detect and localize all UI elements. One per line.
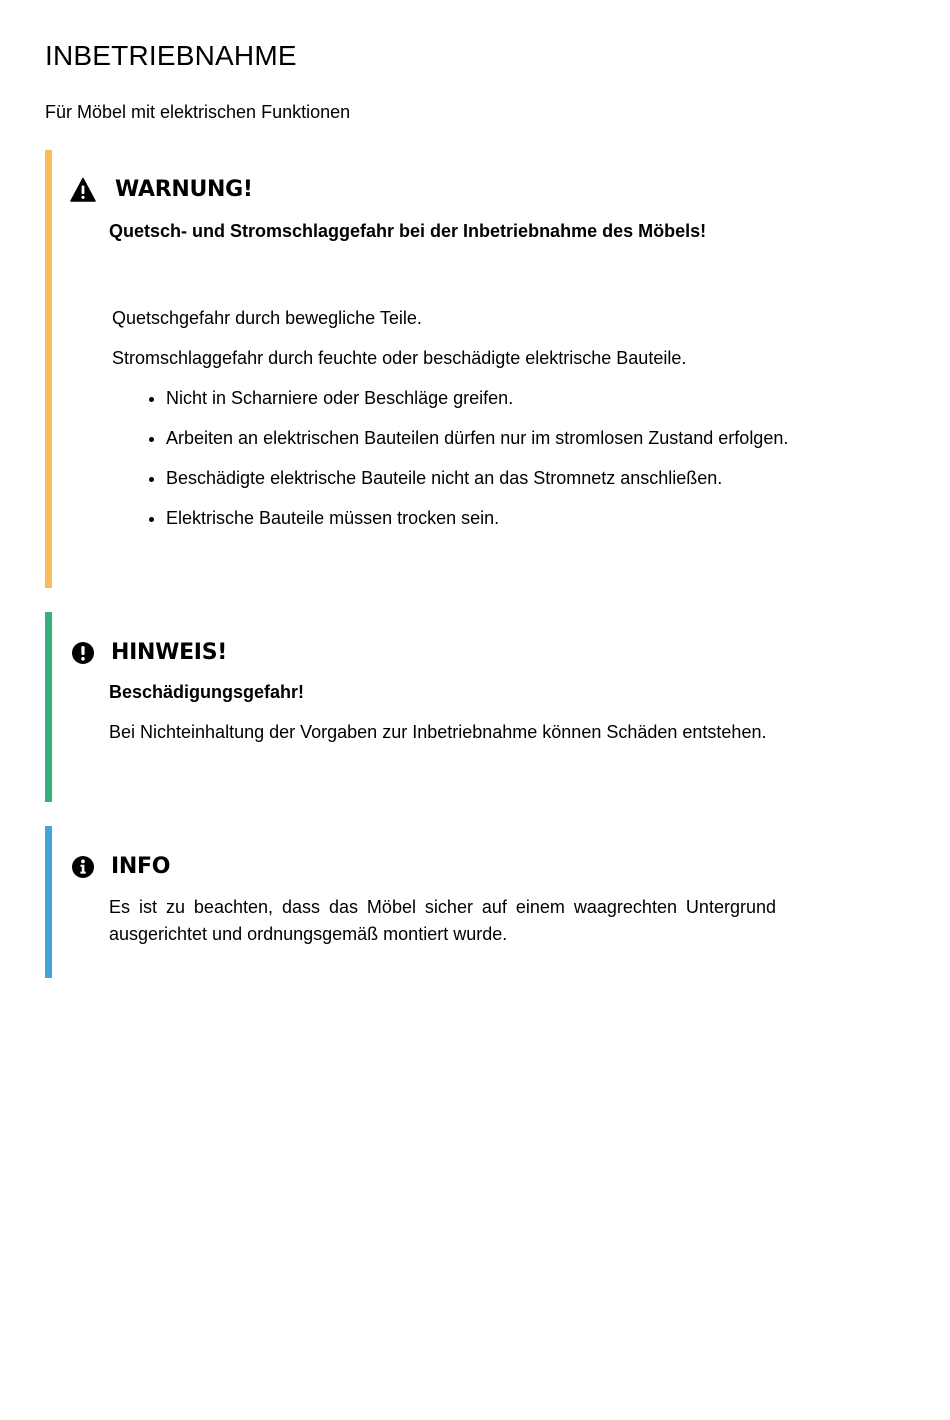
warning-callout bbox=[45, 150, 805, 588]
warning-title: WARNUNG! bbox=[115, 177, 253, 202]
info-header bbox=[70, 853, 170, 881]
info-circle-icon bbox=[70, 854, 96, 880]
warning-triangle-icon bbox=[70, 177, 96, 203]
notice-callout bbox=[45, 612, 805, 802]
warning-text-pinch: Quetschgefahr durch bewegliche Teile. bbox=[112, 308, 422, 328]
list-item: • Elektrische Bauteile müssen trocken sein. bbox=[166, 505, 790, 532]
page-subtitle: Für Möbel mit elektrischen Funktionen bbox=[45, 102, 351, 122]
info-title: INFO bbox=[111, 854, 171, 879]
notice-header bbox=[70, 639, 227, 667]
warning-header bbox=[70, 176, 253, 204]
info-callout bbox=[45, 826, 805, 978]
warning-instructions-list bbox=[112, 385, 790, 545]
list-item: • Arbeiten an elektrischen Bauteilen dürfen nur im stromlosen Zustand erfolgen. bbox=[166, 425, 790, 452]
notice-text: Bei Nichteinhaltung der Vorgaben zur Inbetriebnahme können Schäden entstehen. bbox=[109, 722, 767, 742]
notice-title: HINWEIS! bbox=[111, 640, 227, 665]
warning-text-shock: Stromschlaggefahr durch feuchte oder beschädigte elektrische Bauteile. bbox=[112, 348, 687, 368]
list-item: • Nicht in Scharniere oder Beschläge greifen. bbox=[166, 385, 790, 412]
warning-lead: Quetsch- und Stromschlaggefahr bei der Inbetriebnahme des Möbels! bbox=[109, 221, 707, 241]
list-item: • Beschädigte elektrische Bauteile nicht an das Stromnetz anschließen. bbox=[166, 465, 790, 492]
exclamation-circle-icon bbox=[70, 640, 96, 666]
info-text: Es ist zu beachten, dass das Möbel sicher auf einem waagrechten Untergrund ausgerichtet und ordnungsgemäß montiert wurde. bbox=[109, 897, 776, 944]
notice-lead: Beschädigungsgefahr! bbox=[109, 682, 305, 702]
page-title: INBETRIEBNAHME bbox=[45, 40, 297, 71]
